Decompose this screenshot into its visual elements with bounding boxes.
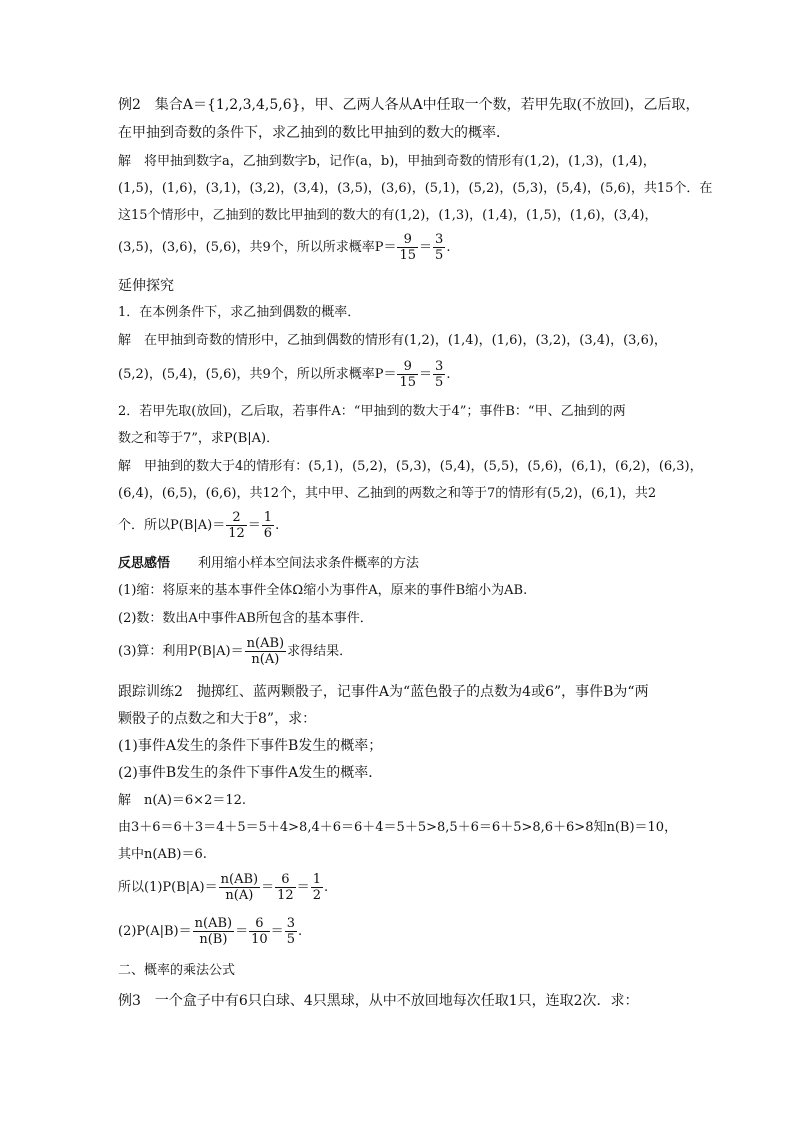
fraction: $\frac{n(AB)}{n(A)}$: [246, 636, 285, 667]
reflection-subtitle: 利用缩小样本空间法求条件概率的方法: [198, 556, 420, 571]
extension-question-2-line-2: 数之和等于7”，求P(B|A)．: [118, 431, 280, 446]
extension-solution-2-line-3: 个．所以P(B|A)＝ $\frac{2}{12}$ ＝ $\frac{1}{6}$ .: [118, 510, 280, 541]
extension-question-2-line-1: 2．若甲先取(放回)，乙后取，若事件A：“甲抽到的数大于4”；事件B：“甲、乙抽到的两: [118, 404, 626, 419]
tracking-solution-line-2: 由3＋6＝6＋3＝4＋5＝5＋4>8,4＋6＝6＋4＝5＋5>8,5＋6＝6＋5>8,6＋6>8知n(B)＝10，: [118, 820, 678, 835]
reflection-step-1: (1)缩：将原来的基本事件全体Ω缩小为事件A，原来的事件B缩小为AB.: [118, 583, 528, 598]
fraction: $\frac{1}{6}$: [263, 510, 273, 541]
fraction: $\frac{n(AB)}{n(B)}$: [194, 916, 233, 947]
fraction: $\frac{3}{5}$: [286, 916, 295, 947]
extension-title: 延伸探究: [118, 278, 174, 294]
example-2-solution-line-2: (1,5)，(1,6)，(3,1)，(3,2)，(3,4)，(3,5)，(3,6)，(5,1)，(5,2)，(5,3)，(5,4)，(5,6)，共15个．在: [118, 181, 713, 196]
section-2-title: 二、概率的乘法公式: [118, 963, 236, 978]
reflection-heading: [118, 555, 419, 573]
example-3-question: 例3 一个盒子中有6只白球、4只黑球，从中不放回地每次任取1只，连取2次．求：: [118, 993, 639, 1009]
fraction: $\frac{n(AB)}{n(A)}$: [220, 872, 259, 903]
fraction: $\frac{6}{10}$: [251, 916, 268, 947]
tracking-solution-line-1: 解 n(A)＝6×2＝12.: [118, 793, 247, 808]
tracking-solution-line-5: (2)P(A|B)＝ $\frac{n(AB)}{n(B)}$ ＝ $\frac{6}{10}$ ＝ $\frac{3}{5}$ .: [118, 916, 303, 947]
fraction: $\frac{9}{15}$: [399, 232, 417, 263]
fraction: $\frac{1}{2}$: [312, 872, 321, 903]
example-2-question-line-1: 例2 集合A＝{1,2,3,4,5,6}，甲、乙两人各从A中任取一个数，若甲先取(不放回)，乙后取，: [118, 97, 700, 113]
example-2-solution-text: (3,5)，(3,6)，(5,6)，共9个，所以所求概率P＝: [118, 240, 397, 255]
tracking-solution-line-4: 所以(1)P(B|A)＝ $\frac{n(AB)}{n(A)}$ ＝ $\frac{6}{12}$ ＝ $\frac{1}{2}$ .: [118, 872, 329, 903]
extension-solution-2-line-2: (6,4)，(6,5)，(6,6)，共12个，其中甲、乙抽到的两数之和等于7的情形有(5,2)，(6,1)，共2: [118, 486, 657, 501]
extension-question-1: 1．在本例条件下，求乙抽到偶数的概率．: [118, 305, 361, 320]
tracking-solution-line-3: 其中n(AB)＝6.: [118, 847, 207, 862]
tracking-question-part-2: (2)事件B发生的条件下事件A发生的概率．: [118, 765, 383, 781]
extension-solution-2-line-1: 解 甲抽到的数大于4的情形有：(5,1)，(5,2)，(5,3)，(5,4)，(5,5)，(5,6)，(6,1)，(6,2)，(6,3)，: [118, 459, 703, 474]
fraction: $\frac{2}{12}$: [228, 510, 245, 541]
example-2-solution-line-4: (3,5)，(3,6)，(5,6)，共9个，所以所求概率P＝ $\frac{9}{15}$ ＝ $\frac{3}{5}$ .: [118, 232, 451, 263]
extension-solution-1-line-1: 解 在甲抽到奇数的情形中，乙抽到偶数的情形有(1,2)，(1,4)，(1,6)，(3,2)，(3,4)，(3,6)，: [118, 333, 667, 348]
fraction: $\frac{9}{15}$: [399, 359, 417, 390]
fraction: $\frac{6}{12}$: [277, 872, 294, 903]
tracking-question-line-1: 跟踪训练2 抛掷红、蓝两颗骰子，记事件A为“蓝色骰子的点数为4或6”，事件B为“两: [118, 684, 649, 700]
tracking-question-part-1: (1)事件A发生的条件下事件B发生的概率；: [118, 738, 383, 754]
example-2-solution-line-1: 解 将甲抽到数字a，乙抽到数字b，记作(a，b)，甲抽到奇数的情形有(1,2)，(1,3)，(1,4)，: [118, 154, 656, 169]
fraction: $\frac{3}{5}$: [435, 359, 444, 390]
tracking-question-line-2: 颗骰子的点数之和大于8”，求：: [118, 711, 317, 727]
reflection-step-3: (3)算：利用P(B|A)＝ $\frac{n(AB)}{n(A)}$ 求得结果．: [118, 636, 353, 667]
reflection-title: 反思感悟: [118, 556, 171, 571]
example-2-solution-line-3: 这15个情形中，乙抽到的数比甲抽到的数大的有(1,2)，(1,3)，(1,4)，(1,5)，(1,6)，(3,4)，: [118, 208, 658, 223]
reflection-step-2: (2)数：数出A中事件AB所包含的基本事件．: [118, 611, 373, 626]
extension-solution-1-line-2: (5,2)，(5,4)，(5,6)，共9个，所以所求概率P＝ $\frac{9}{15}$ ＝ $\frac{3}{5}$ .: [118, 359, 451, 390]
fraction: $\frac{3}{5}$: [435, 232, 444, 263]
example-2-question-line-2: 在甲抽到奇数的条件下，求乙抽到的数比甲抽到的数大的概率．: [118, 125, 510, 141]
